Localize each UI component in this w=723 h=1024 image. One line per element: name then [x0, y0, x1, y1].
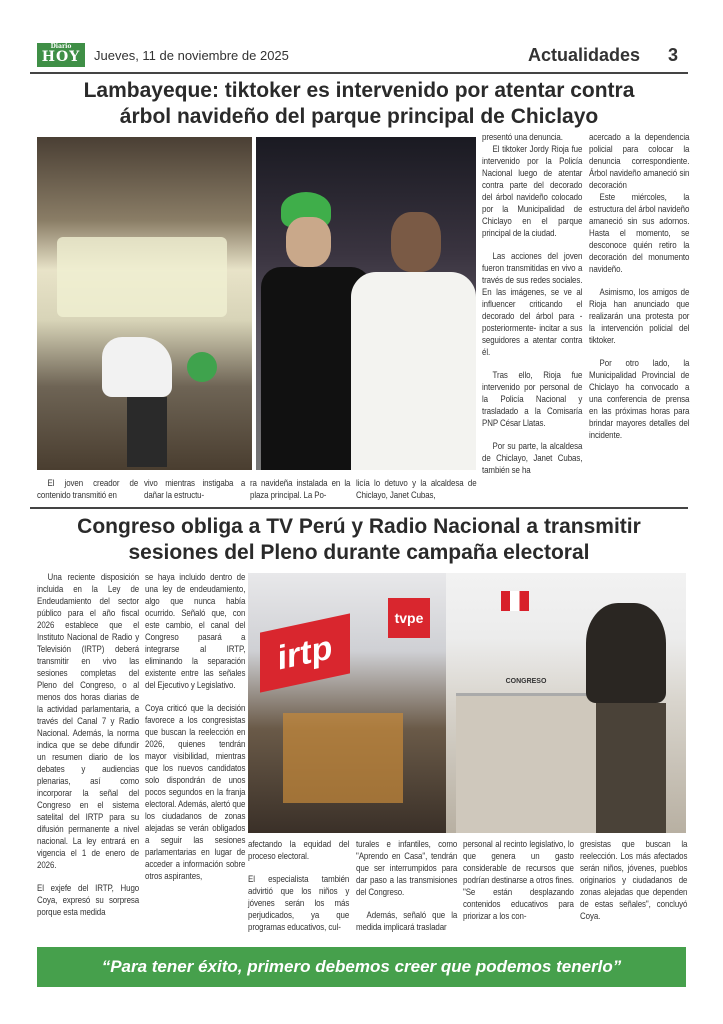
logo-small-text: Diario: [50, 43, 72, 50]
peru-flag: [501, 591, 529, 611]
article2-column-2: [145, 571, 245, 882]
photo-congress-building: [446, 573, 686, 833]
issue-date: Jueves, 11 de noviembre de 2025: [94, 48, 289, 63]
caption-text: vivo mientras instigaba a dañar la estructu-: [144, 478, 246, 500]
caption-text: El joven creador de contenido transmitió en: [37, 478, 139, 500]
headline-line: Lambayeque: tiktoker es intervenido por atentar contra: [83, 79, 635, 102]
paragraph: Además, señaló que la medida implicará trasladar: [356, 910, 458, 932]
photo-caption-part: [250, 477, 350, 501]
photo-irtp-building: [248, 573, 446, 833]
paragraph: afectando la equidad del proceso electoral.: [248, 839, 350, 861]
headline-line: sesiones del Pleno durante campaña electoral: [128, 541, 590, 564]
article1-column-1: [482, 131, 582, 476]
article2-column-4: [356, 838, 457, 933]
tvpe-sign: tvpe: [388, 598, 430, 638]
paragraph: Las acciones del joven fueron transmitidas en vivo a través de sus redes sociales. En las imágenes, se ve al influencer criticando el decorado del árbol para -posteriormente- incitar a sus seguidores a atentar contra él.: [482, 251, 583, 357]
paragraph: Coya criticó que la decisión favorece a los congresistas que buscan la reelección en 2026, quienes tendrán mayor visibilidad, mientras que los nuevos candidatos solo dispondrán de unos pocos segundos en la franja electoral. Además, alertó que los ciudadanos de zonas alejadas se verán obligados a seguir las sesiones parlamentarias en lugar de acceder a información sobre otros aspirantes,: [145, 703, 246, 881]
photo-caption-part: [356, 477, 477, 501]
paragraph: Asimismo, los amigos de Rioja han anunciado que realizarán una protesta por la intervención policial del tiktoker.: [589, 287, 690, 345]
paragraph: Por otro lado, la Municipalidad Provincial de Chiclayo ha convocado a una conferencia de prensa en las próximas horas para brindar mayores detalles del incidente.: [589, 358, 690, 440]
paragraph: Una reciente disposición incluida en la Ley de Endeudamiento del sector público para el año fiscal 2026 establece que el Instituto Nacional de Radio y Televisión (IRTP) deberá transmitir en vivo las sesiones completas del Pleno del Congreso, o al menos dos horas diarias de la actividad parlamentaria, a través del Canal 7 y Radio Nacional. Además, la norma indica que se debe difundir un resumen diario de los debates y audiencias plenarias, así como incorporar la señal del Congreso en el sistema satelital del IRTP para su difusión permanente a nivel nacional. La ley entrará en vigencia el 1 de enero de 2026.: [37, 572, 140, 870]
paragraph: El especialista también advirtió que los niños y jóvenes serán los más perjudicados, ya que programas educativos, cul-: [248, 874, 350, 932]
article2-column-1: [37, 571, 139, 918]
section-name: Actualidades: [528, 45, 641, 65]
congreso-sign: CONGRESO: [505, 678, 547, 685]
photo-tiktoker-arrest: [256, 137, 476, 470]
paragraph: gresistas que buscan la reelección. Los más afectados serán niños, jóvenes, pueblos originarios y ciudadanos de zonas alejadas que dependen de estas señales", concluyó Coya.: [580, 839, 688, 921]
page-number: 3: [668, 45, 679, 65]
paragraph: acercado a la dependencia policial para colocar la denuncia correspondiente. Árbol navideño amaneció sin decoración: [589, 132, 690, 190]
newspaper-logo: [37, 43, 85, 67]
article2-column-3: [248, 838, 349, 933]
paragraph: turales e infantiles, como "Aprendo en Casa", tendrán que ser interrumpidos para dar paso a las transmisiones del Congreso.: [356, 839, 458, 897]
caption-text: licía lo detuvo y la alcaldesa de Chiclayo, Janet Cubas,: [356, 478, 477, 500]
paragraph: Este miércoles, la estructura del árbol navideño amaneció sin sus adornos. Hasta el momento, se desconoce quién retiro la decoración del monumento navideño.: [589, 192, 690, 274]
photo-tree-damage: [37, 137, 252, 470]
headline-line: árbol navideño del parque principal de Chiclayo: [119, 105, 599, 128]
paragraph: se haya incluido dentro de una ley de endeudamiento, algo que nunca había ocurrido. Señaló que, con este cambio, el canal del Congreso pasará a integrarse al IRTP, eliminando la separación existente entre las señales del Ejecutivo y Legislativo.: [145, 572, 246, 690]
article2-column-5: [463, 838, 574, 922]
paragraph: presentó una denuncia.: [482, 132, 563, 142]
logo-big-text: HOY: [41, 49, 81, 65]
paragraph: personal al recinto legislativo, lo que genera un gasto considerable de recursos que podrían destinarse a otros fines. "Se están desplazando contenidos educativos para priorizar a los con-: [463, 839, 574, 921]
article2-headline: [30, 514, 688, 566]
article1-headline: [30, 78, 688, 130]
caption-text: ra navideña instalada en la plaza principal. La Po-: [250, 478, 351, 500]
quote-banner: “Para tener éxito, primero debemos creer que podemos tenerlo”: [37, 947, 686, 987]
photo-caption-part: [144, 477, 245, 501]
paragraph: Por su parte, la alcaldesa de Chiclayo, Janet Cubas, también se ha: [482, 441, 583, 475]
irtp-sign: irtp: [260, 613, 350, 692]
paragraph: El exjefe del IRTP, Hugo Coya, expresó su sorpresa porque esta medida: [37, 883, 140, 917]
article2-column-6: [580, 838, 687, 922]
article-divider: [30, 507, 688, 509]
headline-line: Congreso obliga a TV Perú y Radio Nacional a transmitir: [77, 515, 641, 538]
photo-caption-part: [37, 477, 138, 501]
article1-column-2: [589, 131, 689, 441]
paragraph: Tras ello, Rioja fue intervenido por personal de la Policía Nacional y trasladado a la Comisaría PNP César Llatas.: [482, 370, 583, 428]
paragraph: El tiktoker Jordy Rioja fue intervenido por la Policía Nacional luego de atentar contra parte del decorado del árbol navideño colocado por la Municipalidad de Chiclayo en el parque principal de la ciudad.: [482, 144, 583, 238]
header-rule: [30, 72, 688, 74]
